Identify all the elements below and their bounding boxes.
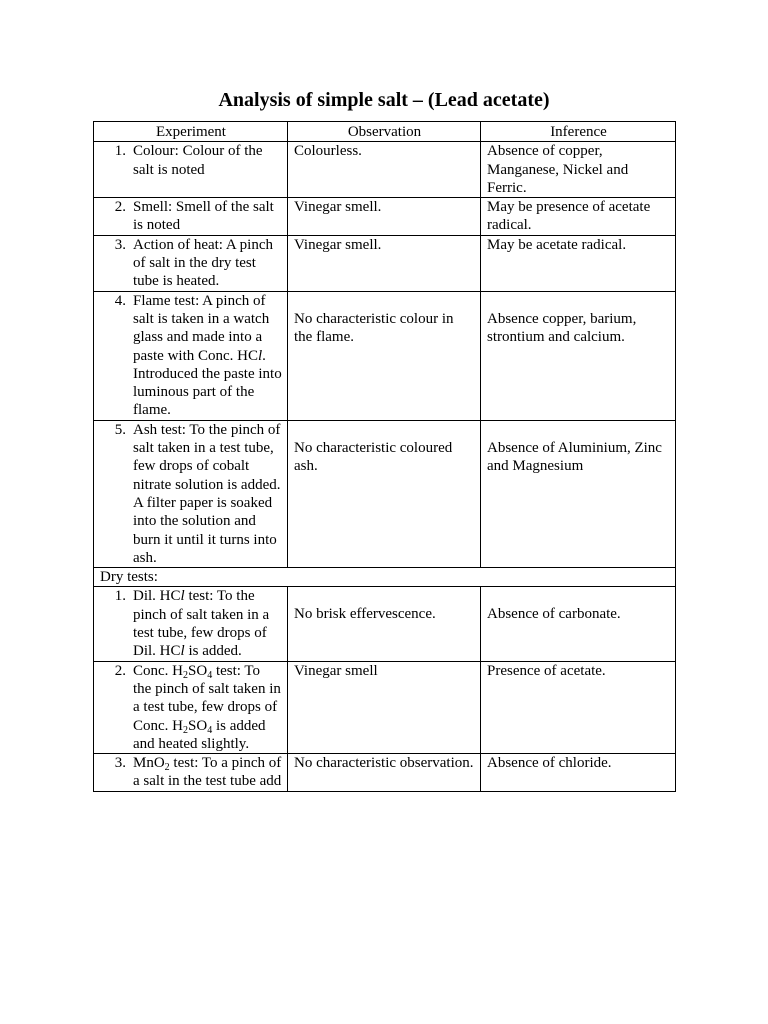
inference-cell: Absence of copper, Manganese, Nickel and Ferric. <box>481 142 676 198</box>
table-row <box>94 587 676 661</box>
experiment-cell <box>94 587 288 661</box>
experiment-cell <box>94 235 288 291</box>
header-experiment: Experiment <box>94 122 288 142</box>
inference-cell: May be presence of acetate radical. <box>481 198 676 236</box>
experiment-text: Smell: Smell of the salt is noted <box>133 199 274 234</box>
section-label: Dry tests: <box>94 568 676 587</box>
item-number: 1. <box>114 588 126 605</box>
observation-cell: Colourless. <box>288 142 481 198</box>
inference-cell: May be acetate radical. <box>481 235 676 291</box>
observation-cell: Vinegar smell. <box>288 235 481 291</box>
table-row <box>94 754 676 792</box>
item-number: 3. <box>114 755 126 772</box>
item-number: 2. <box>114 199 126 216</box>
table-row <box>94 420 676 567</box>
inference-cell: Presence of acetate. <box>481 661 676 753</box>
item-number: 1. <box>114 143 126 160</box>
table-row <box>94 235 676 291</box>
inference-cell: Absence of Aluminium, Zinc and Magnesium <box>481 420 676 567</box>
table-row <box>94 198 676 236</box>
observation-cell: No characteristic coloured ash. <box>288 420 481 567</box>
table-row <box>94 661 676 753</box>
header-inference: Inference <box>481 122 676 142</box>
experiment-cell <box>94 420 288 567</box>
observation-cell: Vinegar smell <box>288 661 481 753</box>
table-header-row <box>94 122 676 142</box>
item-number: 2. <box>114 662 126 679</box>
experiment-text: Conc. $H_2SO_4$ test: To the pinch of salt taken in a test tube, few drops of Conc. $H_2SO_4$ is added and heated slightly. <box>133 662 281 752</box>
rows-body <box>94 142 676 568</box>
observation-cell: Vinegar smell. <box>288 198 481 236</box>
item-number: 4. <box>114 292 126 309</box>
experiment-text: Ash test: To the pinch of salt taken in a test tube, few drops of cobalt nitrate solution is added. A filter paper is soaked into the solution and burn it until it turns into ash. <box>133 421 281 566</box>
experiment-cell <box>94 291 288 420</box>
page-title: Analysis of simple salt – (Lead acetate) <box>218 89 550 111</box>
experiment-cell <box>94 754 288 792</box>
header-observation: Observation <box>288 122 481 142</box>
experiment-text: Action of heat: A pinch of salt in the dry test tube is heated. <box>133 236 273 290</box>
experiment-text: Dil. HCl test: To the pinch of salt taken in a test tube, few drops of Dil. HCl is added. <box>133 588 270 660</box>
table-row <box>94 142 676 198</box>
experiment-text: Colour: Colour of the salt is noted <box>133 143 263 178</box>
observation-cell: No characteristic observation. <box>288 754 481 792</box>
experiment-text: MnO$_2$ test: To a pinch of a salt in the test tube add <box>133 755 282 790</box>
dry-rows-body <box>94 587 676 791</box>
table-row <box>94 291 676 420</box>
item-number: 5. <box>114 421 126 438</box>
section-row <box>94 568 676 587</box>
inference-cell: Absence of carbonate. <box>481 587 676 661</box>
analysis-table <box>93 121 676 792</box>
observation-cell: No characteristic colour in the flame. <box>288 291 481 420</box>
inference-cell: Absence copper, barium, strontium and calcium. <box>481 291 676 420</box>
inference-cell: Absence of chloride. <box>481 754 676 792</box>
experiment-cell <box>94 661 288 753</box>
experiment-cell <box>94 142 288 198</box>
observation-cell: No brisk effervescence. <box>288 587 481 661</box>
experiment-text: Flame test: A pinch of salt is taken in a watch glass and made into a paste with Conc. HCl. Introduced the paste into luminous part of the flame. <box>133 292 282 419</box>
experiment-cell <box>94 198 288 236</box>
item-number: 3. <box>114 236 126 253</box>
